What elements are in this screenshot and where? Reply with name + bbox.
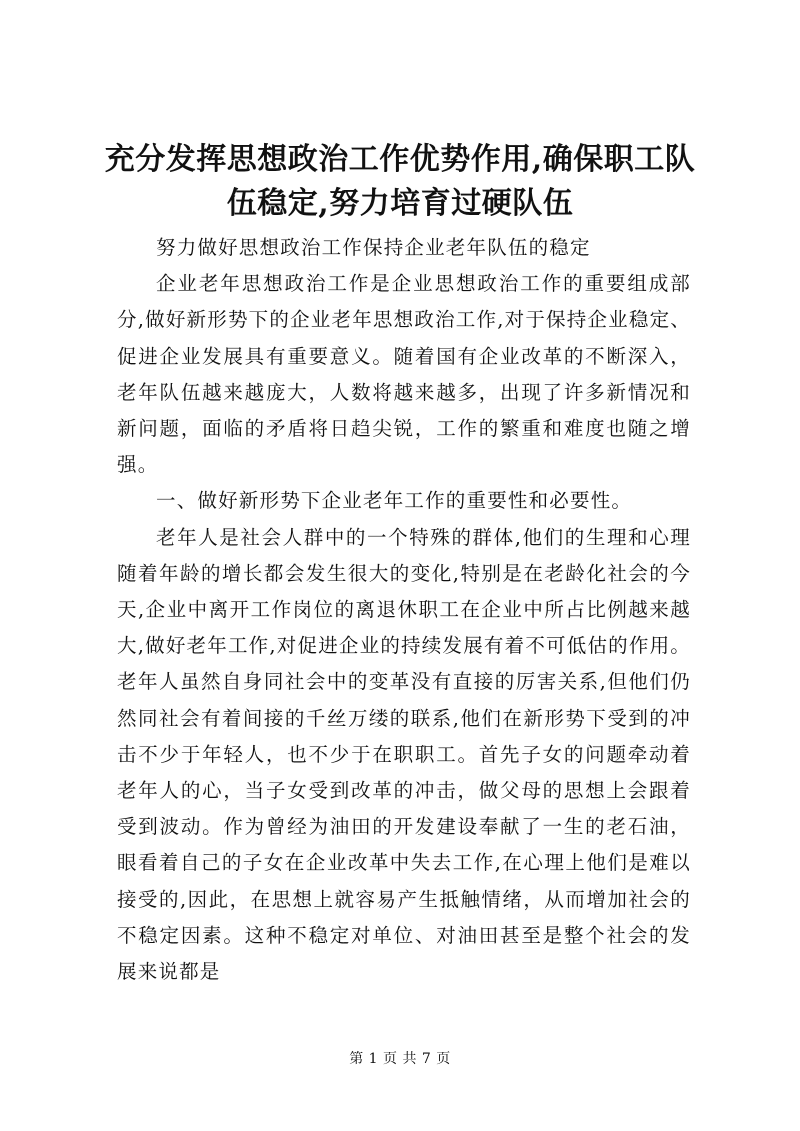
- paragraph-intro: 企业老年思想政治工作是企业思想政治工作的重要组成部分,做好新形势下的企业老年思想政治工作,对于保持企业稳定、促进企业发展具有重要意义。随着国有企业改革的不断深入，老年队伍越来越庞大，人数将越来越多，出现了许多新情况和新问题，面临的矛盾将日趋尖锐，工作的繁重和难度也随之增强。: [117, 272, 691, 477]
- paragraph-subtitle: 努力做好思想政治工作保持企业老年队伍的稳定: [156, 236, 591, 259]
- document-body: [117, 230, 691, 990]
- page-footer: 第 1 页 共 7 页: [349, 1051, 451, 1067]
- paragraph-body: 老年人是社会人群中的一个特殊的群体,他们的生理和心理随着年龄的增长都会发生很大的变化,特别是在老龄化社会的今天,企业中离开工作岗位的离退休职工在企业中所占比例越来越大,做好老年工作,对促进企业的持续发展有着不可低估的作用。老年人虽然自身同社会中的变革没有直接的厉害关系,但他们仍然同社会有着间接的千丝万缕的联系,他们在新形势下受到的冲击不少于年轻人，也不少于在职职工。首先子女的问题牵动着老年人的心，当子女受到改革的冲击，做父母的思想上会跟着受到波动。作为曾经为油田的开发建设奉献了一生的老石油，眼看着自己的子女在企业改革中失去工作,在心理上他们是难以接受的,因此，在思想上就容易产生抵触情绪，从而增加社会的不稳定因素。这种不稳定对单位、对油田甚至是整个社会的发展来说都是: [117, 525, 691, 984]
- paragraph-section-heading: 一、做好新形势下企业老年工作的重要性和必要性。: [156, 489, 633, 513]
- document-title: 充分发挥思想政治工作优势作用,确保职工队伍稳定,努力培育过硬队伍: [104, 142, 696, 221]
